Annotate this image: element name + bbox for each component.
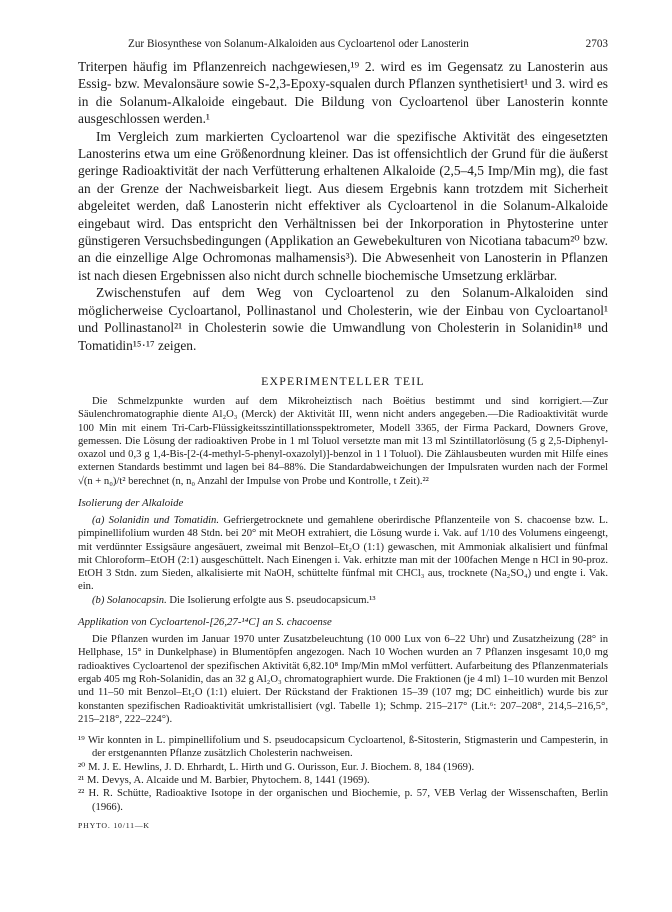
application-paragraph: Die Pflanzen wurden im Januar 1970 unter Zusatzbeleuchtung (10 000 Lux von 6–22 Uhr) und Zusatzheizung (28° in Hellphase, 15° in Dunkelphase) in Blumentöpfen angezogen. Nach 10 Wochen wurden an 7 Pflanzen insgesamt 10,0 mg radioaktives Cycloartenol der spezifischen Aktivität 6,82.10⁸ Imp/Min mMol verfüttert. Aufarbeitung des Pflanzenmaterials ergab 405 mg Roh-Solanidin, das an 32 g Al₂O₃ chromatographiert wurde. Die Fraktionen (je 4 ml) 1–10 wurden mit Benzol und 11–50 mit Benzol–Et₂O (1:1) eluiert. Der Rückstand der Fraktionen 15–39 (107 mg; DC einheitlich) wurde bis zur konstanten spezifischen Radioaktivität umkristallisiert (vgl. Tabelle 1); Schmp. 215–217° (Lit.⁶: 207–208°, 214,5–216,5°, 215–218°, 222–224°). [78,634,608,725]
isolation-b-text: Die Isolierung erfolgte aus S. pseudocapsicum.¹³ [169,594,376,606]
experimental-intro: Die Schmelzpunkte wurden auf dem Mikroheiztisch nach Boëtius bestimmt und sind korrigiert.—Zur Säulenchromatographie diente Al₂O₃ (Merck) der Aktivität III, wenn nicht anders angegeben.—Die Radioaktivität wurde 100 Min mit einem Tri-Carb-Flüssigkeitsszintillationsspektrometer, Modell 3365, der Firma Packard, Downers Grove, gemessen. Die Lösung der radioaktiven Probe in 1 ml Toluol versetzte man mit 13 ml Szintillatorlösung (5 g 2,5-Diphenyl-oxazol und 0,3 g 1,4-Bis-[2-(4-methyl-5-phenyl-oxazolyl)]-benzol in 1 l Toluol). Die Zählausbeuten wurden mit Hilfe eines externen Standards bestimmt und lagen bei 84–88%. Die Standardabweichungen der Impulsraten wurden nach der Formel √(n + n₀)/t² berechnet (n, n₀ Anzahl der Impulse von Probe und Kontrolle, t Zeit).²² [78,395,608,487]
experimental-section [78,395,608,726]
footnote-21: ²¹ M. Devys, A. Alcaide und M. Barbier, Phytochem. 8, 1441 (1969). [78,775,370,787]
isolation-a-text: Gefriergetrocknete und gemahlene oberirdische Pflanzenteile von S. chacoense bzw. L. pimpinellifolium wurden 48 Stdn. bei 20° mit MeOH extrahiert, die Lösung wurde i. Vak. auf 1/10 des Volumens eingeengt, mit verdünnter Essigsäure angesäuert, zweimal mit Benzol–Et₂O (1:1) gewaschen, mit Ammoniak alkalisiert und fünfmal mit Chloroform–EtOH (2:1) ausgeschüttelt. Nach Einengen i. Vak. erhitzte man mit der 100fachen Menge n HCl in 90-proz. EtOH 3 Stdn. zum Sieden, alkalisierte mit NaOH, schüttelte fünfmal mit CHCl₃ aus, trocknete (Na₂SO₄) und engte i. Vak. ein. [78,514,608,593]
isolation-b-label: (b) Solanocapsin. [92,594,167,606]
body-paragraph-2: Im Vergleich zum markierten Cycloartenol war die spezifische Aktivität des eingesetzten Lanosterins etwa um eine Größenordnung kleiner. Das ist offensichtlich der Grund für die äußerst geringe Radioaktivität der nach Verfütterung erhaltenen Alkaloide (2,5–4,5 Imp/Min mg), die fast an der Grenze der Nachweisbarkeit liegt. Aus diesem Ergebnis kann trotzdem mit Sicherheit abgeleitet werden, daß Lanosterin nicht effektiver als Cycloartenol in die Solanum-Alkaloide eingebaut wird. Das entspricht den Verhältnissen bei der Inkorporation in Phytosterine unter günstigeren Versuchsbedingungen (Applikation an Gewebekulturen von Nicotiana tabacum²⁰ bzw. an die einzellige Alge Ochromonas malhamensis³). Die Abwesenheit von Lanosterin in Pflanzen ist nach diesen Ergebnissen also nicht durch schnelle biochemische Umsetzung erklärbar. [78,128,608,283]
paper-page [78,38,608,830]
isolation-paragraph-b [78,594,608,607]
body-paragraph-1: Triterpen häufig im Pflanzenreich nachgewiesen,¹⁹ 2. wird es im Gegensatz zu Lanosterin aus Essig- bzw. Mevalonsäure sowie S-2,3-Epoxy-squalen durch Pflanzen synthetisiert¹ und 3. wird es in die Solanum-Alkaloide eingebaut. Die Bildung von Cycloartenol über Lanosterin konnte ausgeschlossen werden.¹ [78,59,608,127]
print-signature: PHYTO. 10/11—K [78,820,150,830]
running-header [78,38,608,58]
footnotes [78,734,608,814]
subheading-isolation: Isolierung der Alkaloide [78,496,184,509]
footnote-22: ²² H. R. Schütte, Radioaktive Isotope in der organischen und Biochemie, p. 57, VEB Verlag der Wissenschaften, Berlin (1966). [78,788,608,813]
body-text [78,58,608,354]
isolation-a-label: (a) Solanidin und Tomatidin. [92,514,220,526]
subheading-application: Applikation von Cycloartenol-[26,27-¹⁴C] an S. chacoense [78,616,332,629]
running-title: Zur Biosynthese von Solanum-Alkaloiden aus Cycloartenol oder Lanosterin [128,38,469,50]
section-title-experimental: EXPERIMENTELLER TEIL [261,373,425,388]
body-paragraph-3: Zwischenstufen auf dem Weg von Cycloartenol zu den Solanum-Alkaloiden sind möglicherweise Cycloartanol, Pollinastanol und Cholesterin, wie der Einbau von Cycloartanol¹ und Pollinastanol²¹ in Cholesterin sowie die Umwandlung von Cholesterin in Solanidin¹⁸ und Tomatidin¹⁵·¹⁷ zeigen. [78,285,608,353]
page-number: 2703 [585,38,608,50]
isolation-paragraph-a [78,514,608,594]
footnote-20: ²⁰ M. J. E. Hewlins, J. D. Ehrhardt, L. Hirth und G. Ourisson, Eur. J. Biochem. 8, 184 (1969). [78,761,475,773]
footnote-19: ¹⁹ Wir konnten in L. pimpinellifolium und S. pseudocapsicum Cycloartenol, ß-Sitosterin, Stigmasterin und Campesterin, in der erstgenannten Pflanze zusätzlich Cholesterin nachweisen. [78,735,608,760]
